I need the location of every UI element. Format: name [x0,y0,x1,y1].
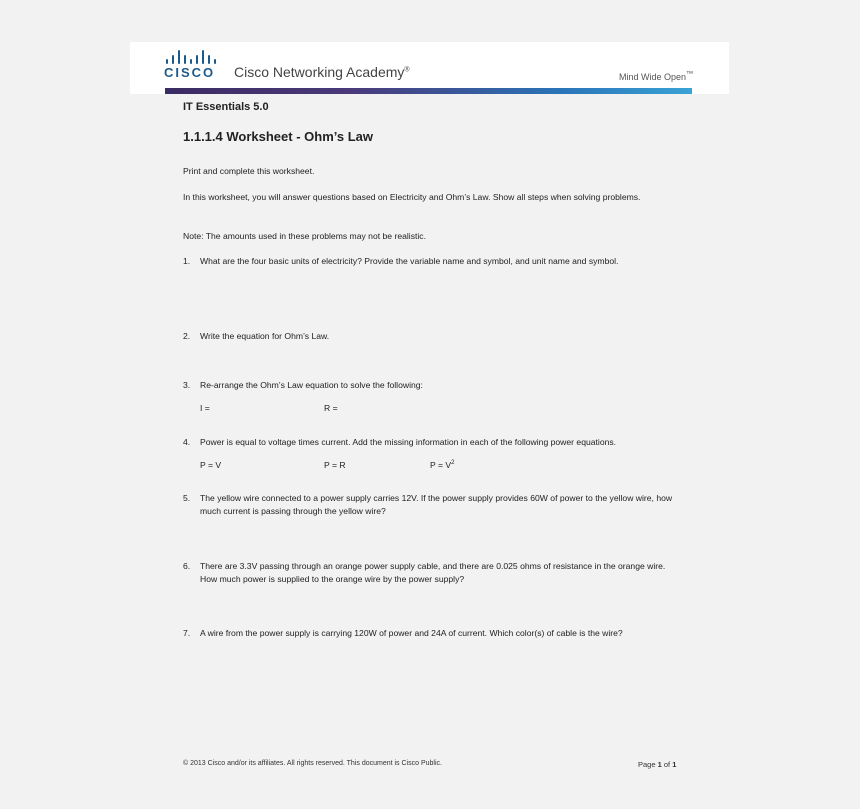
equation-resistance: R = [324,403,338,413]
question-text: What are the four basic units of electricity? Provide the variable name and symbol, and unit name and symbol. [200,256,619,266]
page-number-footer: Page 1 of 1 [638,760,677,769]
course-name: IT Essentials 5.0 [183,101,269,113]
cisco-wordmark: CISCO [164,65,216,80]
power-equation-1: P = V [200,460,222,470]
question-text: Write the equation for Ohm’s Law. [200,331,330,341]
equation-current: I = [200,403,210,413]
question-number: 3. [183,380,191,390]
header-gradient-rule [165,88,692,94]
worksheet-title: 1.1.1.4 Worksheet - Ohm’s Law [183,129,374,144]
cisco-logo [164,50,224,82]
question-number: 5. [183,493,191,503]
academy-name: Cisco Networking Academy® [234,64,410,80]
question-text: Re-arrange the Ohm’s Law equation to solve the following: [200,380,423,390]
question-text: There are 3.3V passing through an orange power supply cable, and there are 0.025 ohms of resistance in the orange wire. How much power is supplied to the orange wire by the power supply? [200,561,666,584]
intro-paragraph: Print and complete this worksheet. [183,166,315,176]
question-text: Power is equal to voltage times current. Add the missing information in each of the following power equations. [200,437,617,447]
question-number: 4. [183,437,191,447]
power-equation-3: $P = V^2$ [430,460,455,470]
note-paragraph: Note: The amounts used in these problems may not be realistic. [183,231,426,241]
power-equation-2: P = R [324,460,346,470]
question-number: 2. [183,331,191,341]
question-number: 1. [183,256,191,266]
question-text: The yellow wire connected to a power supply carries 12V. If the power supply provides 60W of power to the yellow wire, how much current is passing through the yellow wire? [200,493,673,516]
tagline: Mind Wide Open™ [619,69,694,82]
intro-paragraph: In this worksheet, you will answer questions based on Electricity and Ohm’s Law. Show all steps when solving problems. [183,192,641,202]
question-text: A wire from the power supply is carrying 120W of power and 24A of current. Which color(s) of cable is the wire? [200,628,623,638]
cisco-bars-icon [166,50,222,64]
copyright-footer: © 2013 Cisco and/or its affiliates. All rights reserved. This document is Cisco Public. [183,760,442,767]
question-number: 7. [183,628,191,638]
document-page [130,42,729,809]
question-number: 6. [183,561,191,571]
